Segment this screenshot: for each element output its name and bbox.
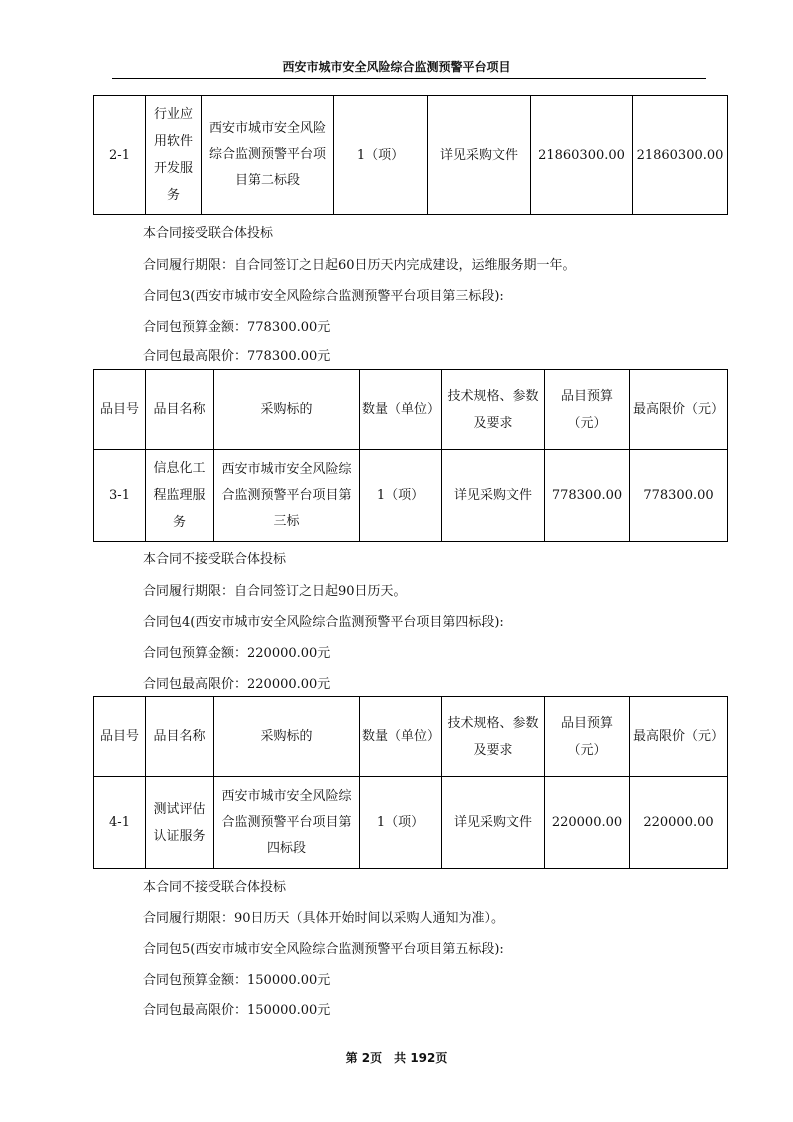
package-title: 合同包4(西安市城市安全风险综合监测预警平台项目第四标段): (143, 615, 504, 630)
package-budget: 合同包预算金额：150000.00元 (143, 973, 331, 988)
item-no: 2-1 (94, 96, 146, 215)
item-qty: 1（项） (334, 96, 428, 215)
page-header: 西安市城市安全风险综合监测预警平台项目 (282, 60, 511, 74)
item-max-price: 220000.00 (630, 777, 728, 869)
table-row (94, 96, 728, 215)
page-number: 第 2页 共 192页 (345, 1051, 448, 1065)
item-no: 3-1 (94, 450, 146, 542)
item-max-price: 21860300.00 (633, 96, 728, 215)
header-max-price: 最高限价（元） (630, 370, 728, 450)
package2-items-table (93, 95, 728, 215)
header-qty: 数量（单位） (360, 697, 442, 777)
package3-items-table (93, 369, 728, 542)
item-name: 信息化工程监理服务 (146, 450, 214, 542)
item-budget: 220000.00 (545, 777, 630, 869)
joint-bid-note: 本合同不接受联合体投标 (143, 552, 287, 567)
contract-period: 合同履行期限：90日历天（具体开始时间以采购人通知为准）。 (143, 911, 505, 926)
header-budget: 品目预算（元） (545, 370, 630, 450)
item-target: 西安市城市安全风险综合监测预警平台项目第四标段 (214, 777, 360, 869)
item-name: 行业应用软件开发服务 (146, 96, 202, 215)
table-row (94, 450, 728, 542)
table-header-row (94, 370, 728, 450)
header-item-name: 品目名称 (146, 370, 214, 450)
header-item-no: 品目号 (94, 370, 146, 450)
package4-items-table (93, 696, 728, 869)
table-row (94, 777, 728, 869)
package-title: 合同包5(西安市城市安全风险综合监测预警平台项目第五标段): (143, 942, 504, 957)
item-spec: 详见采购文件 (442, 450, 545, 542)
package-budget: 合同包预算金额：220000.00元 (143, 646, 331, 661)
item-budget: 778300.00 (545, 450, 630, 542)
header-target: 采购标的 (214, 697, 360, 777)
item-target: 西安市城市安全风险综合监测预警平台项目第三标 (214, 450, 360, 542)
item-no: 4-1 (94, 777, 146, 869)
item-budget: 21860300.00 (531, 96, 633, 215)
header-spec: 技术规格、参数及要求 (442, 370, 545, 450)
contract-period: 合同履行期限：自合同签订之日起90日历天。 (143, 584, 407, 599)
item-target: 西安市城市安全风险综合监测预警平台项目第二标段 (202, 96, 334, 215)
header-budget: 品目预算（元） (545, 697, 630, 777)
item-qty: 1（项） (360, 777, 442, 869)
contract-period: 合同履行期限：自合同签订之日起60日历天内完成建设，运维服务期一年。 (143, 258, 576, 273)
package-max-price: 合同包最高限价：778300.00元 (143, 349, 331, 364)
header-rule (112, 78, 706, 79)
header-qty: 数量（单位） (360, 370, 442, 450)
package-max-price: 合同包最高限价：150000.00元 (143, 1003, 331, 1018)
package-budget: 合同包预算金额：778300.00元 (143, 320, 331, 335)
package-max-price: 合同包最高限价：220000.00元 (143, 677, 331, 692)
header-item-no: 品目号 (94, 697, 146, 777)
header-item-name: 品目名称 (146, 697, 214, 777)
joint-bid-note: 本合同不接受联合体投标 (143, 880, 287, 895)
header-target: 采购标的 (214, 370, 360, 450)
item-spec: 详见采购文件 (428, 96, 531, 215)
header-spec: 技术规格、参数及要求 (442, 697, 545, 777)
item-max-price: 778300.00 (630, 450, 728, 542)
joint-bid-note: 本合同接受联合体投标 (143, 226, 274, 241)
item-spec: 详见采购文件 (442, 777, 545, 869)
package-title: 合同包3(西安市城市安全风险综合监测预警平台项目第三标段): (143, 289, 504, 304)
table-header-row (94, 697, 728, 777)
header-max-price: 最高限价（元） (630, 697, 728, 777)
item-name: 测试评估认证服务 (146, 777, 214, 869)
item-qty: 1（项） (360, 450, 442, 542)
